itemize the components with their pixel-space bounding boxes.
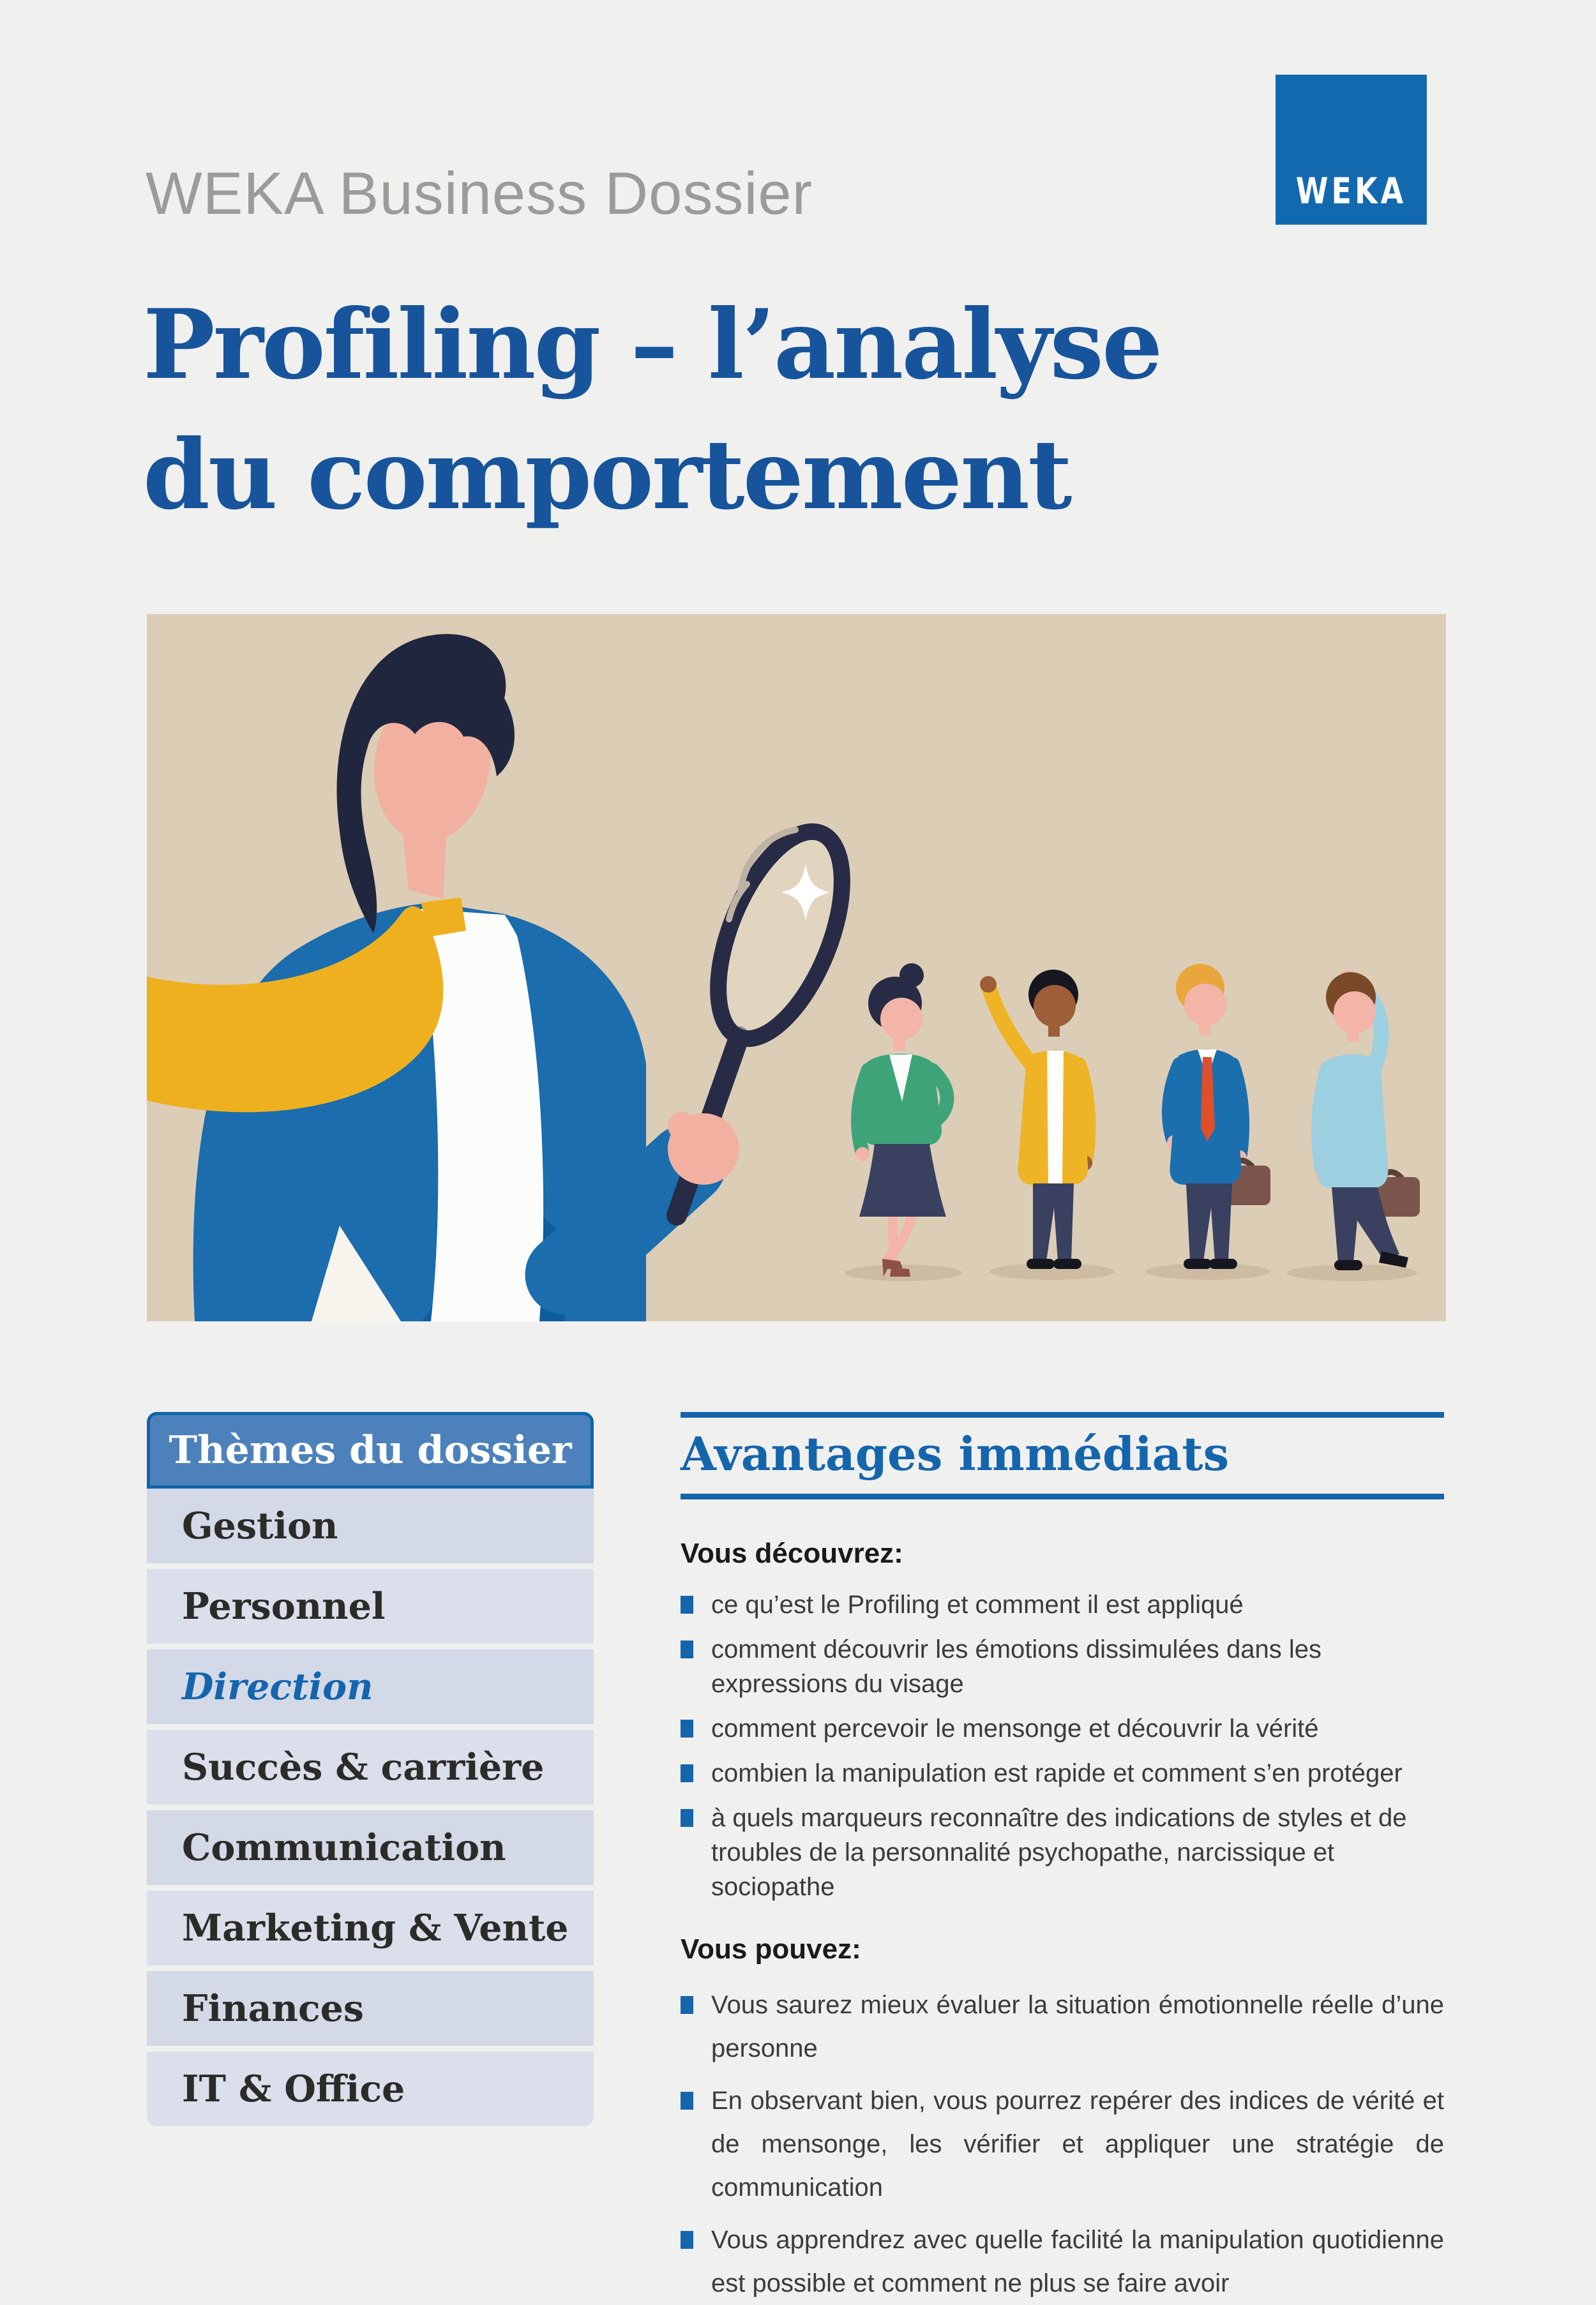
bullet-text: combien la manipulation est rapide et comment s’en protéger: [711, 1759, 1403, 1787]
bullet-text: ce qu’est le Profiling et comment il est appliqué: [711, 1591, 1244, 1619]
page-title-line2: du comportement: [143, 419, 1071, 531]
bullet-text: à quels marqueurs reconnaître des indications de styles et de troubles de la personnalité psychopathe, narcissique et sociopathe: [711, 1804, 1407, 1901]
bullet-item: [681, 2079, 1444, 2209]
theme-row: [147, 2052, 594, 2126]
theme-row: [147, 1891, 594, 1965]
theme-row-label: IT & Office: [182, 2068, 405, 2110]
bullet-item: [681, 2218, 1444, 2305]
can-list: [681, 1983, 1444, 2305]
bullet-item: [681, 1711, 1444, 1746]
theme-row: [147, 1810, 594, 1885]
advantages-heading: Avantages immédiats: [681, 1427, 1230, 1481]
bullet-square-icon: [681, 1720, 693, 1738]
advantages-section: [681, 1412, 1444, 2305]
bullet-square-icon: [681, 1809, 693, 1827]
theme-row-label: Direction: [182, 1665, 373, 1708]
themes-list: [147, 1489, 594, 2126]
bullet-item: [681, 1983, 1444, 2070]
theme-row: [147, 1649, 594, 1724]
bullet-item: [681, 1588, 1444, 1622]
bullet-square-icon: [681, 2231, 693, 2249]
page-title-line1: Profiling – l’analyse: [143, 289, 1161, 401]
bullet-text: En observant bien, vous pourrez repérer des indices de vérité et de mensonge, les vérifier et appliquer une stratégie de communication: [711, 2087, 1444, 2202]
theme-row: [147, 1489, 594, 1563]
themes-panel-header: Thèmes du dossier: [147, 1412, 594, 1489]
cover-illustration: [147, 614, 1446, 1321]
can-label: Vous pouvez:: [681, 1933, 861, 1965]
bullet-square-icon: [681, 1641, 693, 1658]
themes-panel: [147, 1412, 594, 2126]
theme-row-label: Marketing & Vente: [182, 1907, 569, 1949]
bullet-item: [681, 1632, 1444, 1701]
weka-logo-text: WEKA: [1295, 170, 1407, 212]
brand-text: WEKA Business Dossier: [146, 160, 813, 227]
bullet-text: comment percevoir le mensonge et découvrir la vérité: [711, 1715, 1319, 1743]
bullet-text: comment découvrir les émotions dissimulées dans les expressions du visage: [711, 1635, 1321, 1698]
page-title: [143, 280, 1161, 540]
theme-row-label: Communication: [182, 1826, 506, 1869]
bullet-square-icon: [681, 1996, 693, 2014]
bullet-text: Vous apprendrez avec quelle facilité la manipulation quotidienne est possible et comment ne plus se faire avoir: [711, 2226, 1444, 2297]
bullet-square-icon: [681, 1596, 693, 1614]
cover-illustration-svg: [147, 614, 1446, 1321]
weka-logo: [1276, 75, 1427, 225]
bullet-square-icon: [681, 1764, 693, 1782]
bullet-item: [681, 1801, 1444, 1904]
advantages-heading-block: [681, 1412, 1444, 1499]
theme-row: [147, 1971, 594, 2046]
discover-label: Vous découvrez:: [681, 1538, 903, 1569]
theme-row: [147, 1569, 594, 1644]
bullet-item: [681, 1756, 1444, 1791]
theme-row-label: Finances: [182, 1987, 364, 2030]
theme-row-label: Personnel: [182, 1585, 386, 1628]
bullet-square-icon: [681, 2092, 693, 2110]
bullet-text: Vous saurez mieux évaluer la situation émotionnelle réelle d’une personne: [711, 1991, 1444, 2062]
theme-row-label: Succès & carrière: [182, 1746, 545, 1789]
discover-list: [681, 1588, 1444, 1904]
theme-row: [147, 1730, 594, 1805]
theme-row-label: Gestion: [182, 1505, 338, 1547]
